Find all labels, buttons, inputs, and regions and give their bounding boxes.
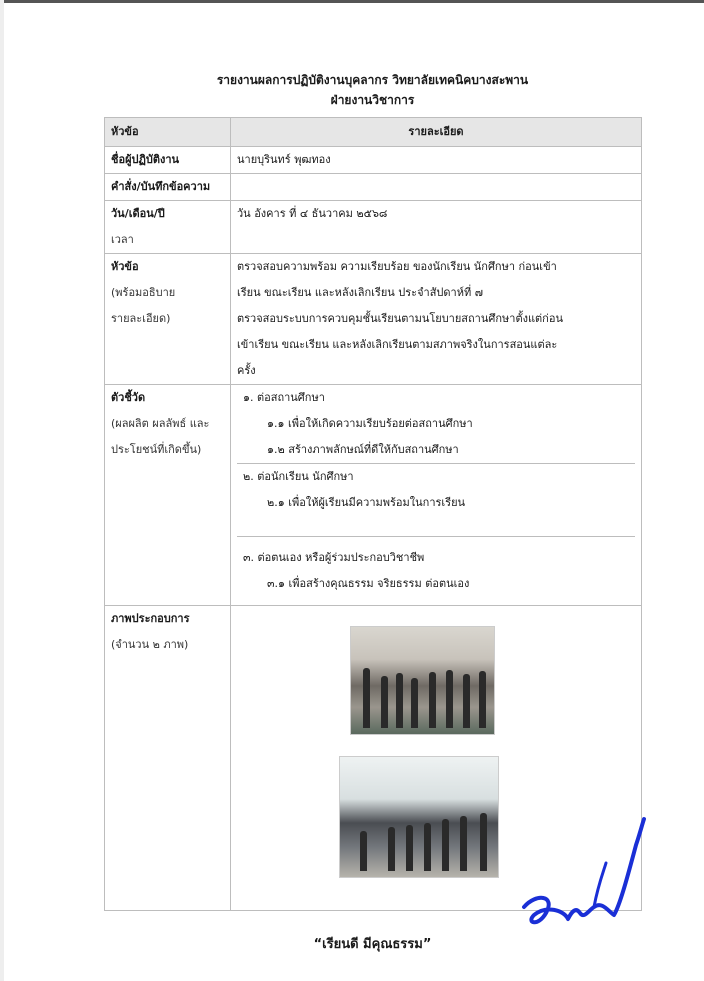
report-table	[104, 117, 642, 911]
motto-footer: “เรียนดี มีคุณธรรม”	[313, 937, 432, 952]
topic-line: เข้าเรียน ขณะเรียน และหลังเลิกเรียนตามสภาพจริงในการสอนแต่ละ	[237, 338, 558, 351]
indicators-sub-2: ประโยชน์ที่เกิดขึ้น)	[111, 443, 202, 456]
row-topic	[105, 254, 642, 385]
signature	[516, 815, 646, 940]
performer-value: นายบุรินทร์ พุฒทอง	[237, 153, 331, 166]
row-date	[105, 201, 642, 254]
indicator-group-head: ๒. ต่อนักเรียน นักศึกษา	[243, 470, 354, 483]
indicator-group-head: ๑. ต่อสถานศึกษา	[243, 391, 325, 404]
page-edge	[0, 0, 4, 981]
report-title: รายงานผลการปฏิบัติงานบุคลากร วิทยาลัยเทคนิคบางสะพาน	[216, 73, 529, 87]
indicator-item: ๑.๒ สร้างภาพลักษณ์ที่ดีให้กับสถานศึกษา	[267, 443, 459, 456]
topic-line: เรียน ขณะเรียน และหลังเลิกเรียน ประจำสัปดาห์ที่ ๗	[237, 286, 483, 299]
indicator-group-school	[237, 385, 635, 464]
topic-sub-1: (พร้อมอธิบาย	[111, 286, 176, 299]
row-performer	[105, 147, 642, 174]
indicator-item: ๓.๑ เพื่อสร้างคุณธรรม จริยธรรม ต่อตนเอง	[267, 577, 470, 590]
indicators-label: ตัวชี้วัด	[111, 391, 146, 404]
indicators-sub-1: (ผลผลิต ผลลัพธ์ และ	[111, 417, 210, 430]
topic-label: หัวข้อ	[111, 260, 139, 273]
date-label: วัน/เดือน/ปี	[111, 207, 165, 220]
topic-line: ครั้ง	[237, 364, 256, 377]
top-border	[0, 0, 704, 3]
time-label: เวลา	[111, 233, 134, 246]
date-value: วัน อังคาร ที่ ๔ ธันวาคม ๒๕๖๘	[237, 207, 388, 220]
indicator-item: ๒.๑ เพื่อให้ผู้เรียนมีความพร้อมในการเรียน	[267, 496, 466, 509]
col-header-details: รายละเอียด	[231, 118, 642, 147]
topic-line: ตรวจสอบความพร้อม ความเรียบร้อย ของนักเรียน นักศึกษา ก่อนเข้า	[237, 260, 557, 273]
indicator-group-head: ๓. ต่อตนเอง หรือผู้ร่วมประกอบวิชาชีพ	[243, 551, 425, 564]
topic-sub-2: รายละเอียด)	[111, 312, 171, 325]
topic-line: ตรวจสอบระบบการควบคุมชั้นเรียนตามนโยบายสถานศึกษาตั้งแต่ก่อน	[237, 312, 563, 325]
table-header-row	[105, 118, 642, 147]
row-order	[105, 174, 642, 201]
photos-sub: (จำนวน ๒ ภาพ)	[111, 638, 189, 651]
row-indicators	[105, 385, 642, 606]
indicator-group-self	[237, 537, 635, 605]
order-label: คำสั่ง/บันทึกข้อความ	[111, 180, 211, 193]
activity-photo-2	[339, 756, 499, 878]
indicator-item: ๑.๑ เพื่อให้เกิดความเรียบร้อยต่อสถานศึกษา	[267, 417, 473, 430]
performer-label: ชื่อผู้ปฏิบัติงาน	[111, 153, 180, 166]
col-header-topic: หัวข้อ	[105, 118, 231, 147]
indicator-group-students	[237, 464, 635, 537]
report-department: ฝ่ายงานวิชาการ	[330, 93, 415, 107]
activity-photo-1	[350, 626, 495, 735]
photos-label: ภาพประกอบการ	[111, 612, 190, 625]
